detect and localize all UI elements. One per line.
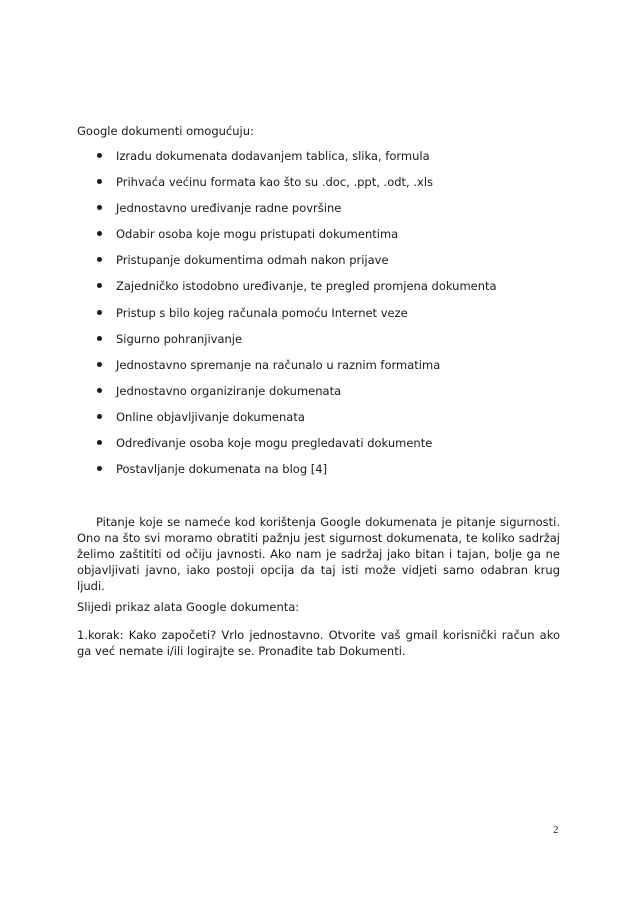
list-item bbox=[97, 252, 577, 278]
bullet-icon bbox=[97, 179, 102, 184]
list-item-text: Pristup s bilo kojeg računala pomoću Internet veze bbox=[116, 305, 408, 320]
list-item bbox=[97, 200, 577, 226]
list-item bbox=[97, 148, 577, 174]
bullet-icon bbox=[97, 336, 102, 341]
list-item bbox=[97, 278, 577, 304]
bullet-icon bbox=[97, 362, 102, 367]
list-item bbox=[97, 174, 577, 200]
step-one-paragraph: 1.korak: Kako započeti? Vrlo jednostavno. Otvorite vaš gmail korisnički račun ako ga već nemate i/ili logirajte se. Pronađite tab Dokumenti. bbox=[77, 628, 560, 658]
list-item bbox=[97, 357, 577, 383]
list-item bbox=[97, 383, 577, 409]
security-paragraph: Pitanje koje se nameće kod korištenja Google dokumenata je pitanje sigurnosti. Ono na što svi moramo obratiti pažnju jest sigurnost dokumenata, te koliko sadržaj želimo zaštititi od očiju javnosti. Ako nam je sadržaj jako bitan i tajan, bolje ga ne objavljivati javno, iako postoji opcija da taj isti može vidjeti samo odabran krug ljudi. bbox=[77, 515, 560, 593]
list-item-text: Sigurno pohranjivanje bbox=[116, 331, 243, 346]
bullet-icon bbox=[97, 414, 102, 419]
list-item-text: Zajedničko istodobno uređivanje, te pregled promjena dokumenta bbox=[116, 279, 497, 294]
bullet-icon bbox=[97, 310, 102, 315]
page-number: 2 bbox=[553, 824, 559, 836]
bullet-icon bbox=[97, 388, 102, 393]
list-item-text: Jednostavno uređivanje radne površine bbox=[116, 201, 342, 216]
list-item bbox=[97, 461, 577, 487]
bullet-icon bbox=[97, 466, 102, 471]
list-item-text: Pristupanje dokumentima odmah nakon prijave bbox=[116, 253, 389, 268]
list-item-text: Online objavljivanje dokumenata bbox=[116, 409, 305, 424]
feature-list bbox=[97, 148, 577, 487]
list-item bbox=[97, 435, 577, 461]
bullet-icon bbox=[97, 153, 102, 158]
list-item bbox=[97, 305, 577, 331]
list-item-text: Određivanje osoba koje mogu pregledavati dokumente bbox=[116, 436, 433, 451]
list-item-text: Jednostavno organiziranje dokumenata bbox=[116, 383, 342, 398]
list-item-text: Izradu dokumenata dodavanjem tablica, slika, formula bbox=[116, 149, 430, 163]
bullet-icon bbox=[97, 283, 102, 288]
list-item bbox=[97, 226, 577, 252]
bullet-icon bbox=[97, 231, 102, 236]
tools-intro-paragraph: Slijedi prikaz alata Google dokumenta: bbox=[77, 600, 300, 614]
list-item-text: Odabir osoba koje mogu pristupati dokumentima bbox=[116, 227, 399, 242]
list-item bbox=[97, 409, 577, 435]
bullet-icon bbox=[97, 440, 102, 445]
list-item-text: Prihvaća većinu formata kao što su .doc, .ppt, .odt, .xls bbox=[116, 175, 434, 190]
bullet-icon bbox=[97, 257, 102, 262]
list-item-text: Jednostavno spremanje na računalo u raznim formatima bbox=[116, 357, 441, 372]
list-intro: Google dokumenti omogućuju: bbox=[77, 124, 254, 138]
list-item bbox=[97, 331, 577, 357]
list-item-text: Postavljanje dokumenata na blog [4] bbox=[116, 462, 328, 477]
bullet-icon bbox=[97, 205, 102, 210]
